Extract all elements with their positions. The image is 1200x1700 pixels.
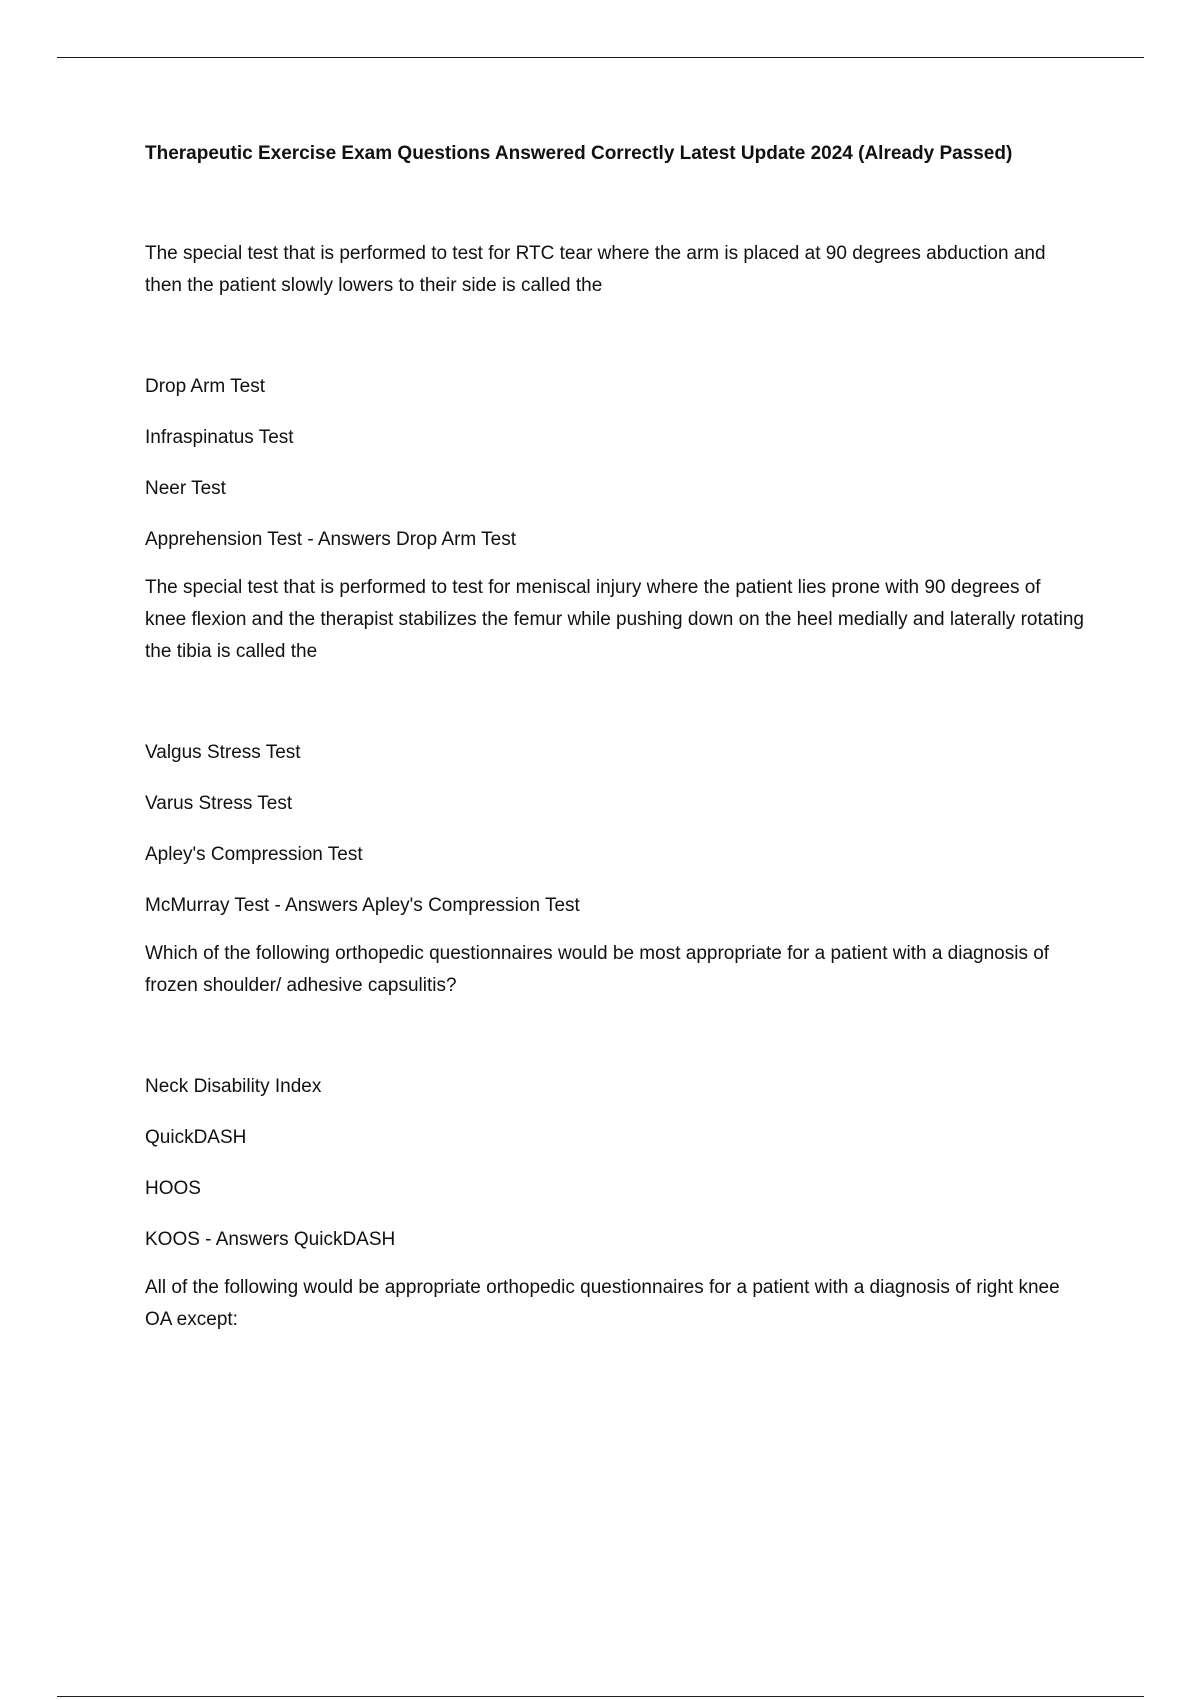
question-3-option-4-answer: KOOS - Answers QuickDASH xyxy=(145,1229,396,1250)
question-1-option-4-answer: Apprehension Test - Answers Drop Arm Test xyxy=(145,529,517,550)
question-3 xyxy=(145,938,1085,1255)
question-1-option-1: Drop Arm Test xyxy=(145,376,266,397)
question-3-option-1: Neck Disability Index xyxy=(145,1076,322,1097)
question-2-text: The special test that is performed to test for meniscal injury where the patient lies prone with 90 degrees of knee flexion and the therapist stabilizes the femur while pushing down on the heel medially and laterally rotating the tibia is called the xyxy=(145,577,1084,662)
question-1-text: The special test that is performed to test for RTC tear where the arm is placed at 90 degrees abduction and then the patient slowly lowers to their side is called the xyxy=(145,243,1046,296)
question-2-option-2: Varus Stress Test xyxy=(145,793,293,814)
header-rule xyxy=(57,57,1144,58)
question-3-option-2: QuickDASH xyxy=(145,1127,247,1148)
question-2-option-3: Apley's Compression Test xyxy=(145,844,363,865)
question-3-option-3: HOOS xyxy=(145,1178,201,1199)
question-1-option-3: Neer Test xyxy=(145,478,226,499)
question-4 xyxy=(145,1272,1085,1336)
footer-rule xyxy=(57,1696,1144,1697)
question-2 xyxy=(145,572,1085,921)
question-1-option-2: Infraspinatus Test xyxy=(145,427,294,448)
question-2-option-1: Valgus Stress Test xyxy=(145,742,301,763)
question-1 xyxy=(145,238,1085,555)
document-title: Therapeutic Exercise Exam Questions Answered Correctly Latest Update 2024 (Already Passed) xyxy=(145,143,1013,164)
document-page xyxy=(145,140,1085,1336)
question-3-text: Which of the following orthopedic questionnaires would be most appropriate for a patient with a diagnosis of frozen shoulder/ adhesive capsulitis? xyxy=(145,943,1050,996)
question-2-option-4-answer: McMurray Test - Answers Apley's Compression Test xyxy=(145,895,580,916)
question-4-text: All of the following would be appropriate orthopedic questionnaires for a patient with a diagnosis of right knee OA except: xyxy=(145,1277,1060,1330)
